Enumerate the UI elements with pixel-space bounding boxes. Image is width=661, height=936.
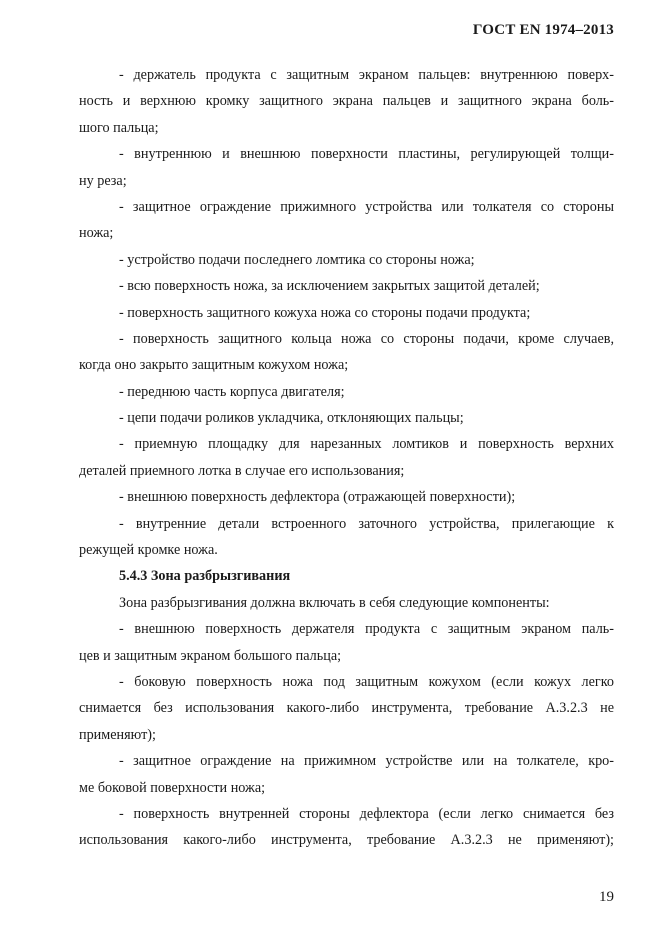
text-line: - внутреннюю и внешнюю поверхности пластины, регулирующей толщи- [119, 146, 614, 163]
text-line: цев и защитным экраном большого пальца; [79, 647, 342, 664]
text-line: применяют); [79, 726, 156, 743]
text-line: снимается без использования какого-либо инструмента, требование А.3.2.3 не [79, 700, 614, 717]
text-line: - приемную площадку для нарезанных ломтиков и поверхность верхних [119, 436, 614, 453]
text-line: ну реза; [79, 172, 127, 189]
text-line: шого пальца; [79, 119, 159, 136]
text-line: - защитное ограждение на прижимном устройстве или на толкателе, кро- [119, 753, 614, 770]
text-line: - держатель продукта с защитным экраном пальцев: внутреннюю поверх- [119, 67, 614, 83]
text-line: деталей приемного лотка в случае его использования; [79, 462, 405, 479]
text-line: ножа; [79, 225, 114, 242]
document-body [79, 62, 614, 854]
section-heading: 5.4.3 Зона разбрызгивания [119, 568, 291, 585]
text-line: - защитное ограждение прижимного устройства или толкателя со стороны [119, 198, 614, 215]
document-header: ГОСТ EN 1974–2013 [472, 22, 614, 38]
text-line: - боковую поверхность ножа под защитным кожухом (если кожух легко [119, 673, 614, 690]
text-line: - устройство подачи последнего ломтика со стороны ножа; [119, 251, 475, 268]
text-line: - внешнюю поверхность дефлектора (отражающей поверхности); [119, 489, 516, 506]
text-line: - внутренние детали встроенного заточного устройства, прилегающие к [119, 515, 614, 532]
section-intro: Зона разбрызгивания должна включать в себя следующие компоненты: [119, 594, 550, 611]
text-line: - переднюю часть корпуса двигателя; [119, 383, 345, 400]
page-number: 19 [599, 889, 614, 905]
text-line: - внешнюю поверхность держателя продукта с защитным экраном паль- [119, 621, 614, 638]
text-line: когда оно закрыто защитным кожухом ножа; [79, 357, 349, 374]
text-line: ность и верхнюю кромку защитного экрана пальцев и защитного экрана боль- [79, 93, 614, 110]
text-line: режущей кромке ножа. [79, 542, 218, 559]
text-line: - цепи подачи роликов укладчика, отклоняющих пальцы; [119, 410, 464, 427]
text-line: использования какого-либо инструмента, требование А.3.2.3 не применяют); [79, 832, 614, 849]
text-line: - поверхность защитного кожуха ножа со стороны подачи продукта; [119, 304, 531, 321]
text-line: ме боковой поверхности ножа; [79, 779, 266, 796]
text-line: - поверхность защитного кольца ножа со стороны подачи, кроме случаев, [119, 330, 614, 347]
text-line: - поверхность внутренней стороны дефлектора (если легко снимается без [119, 805, 614, 822]
text-line: - всю поверхность ножа, за исключением закрытых защитой деталей; [119, 278, 540, 295]
